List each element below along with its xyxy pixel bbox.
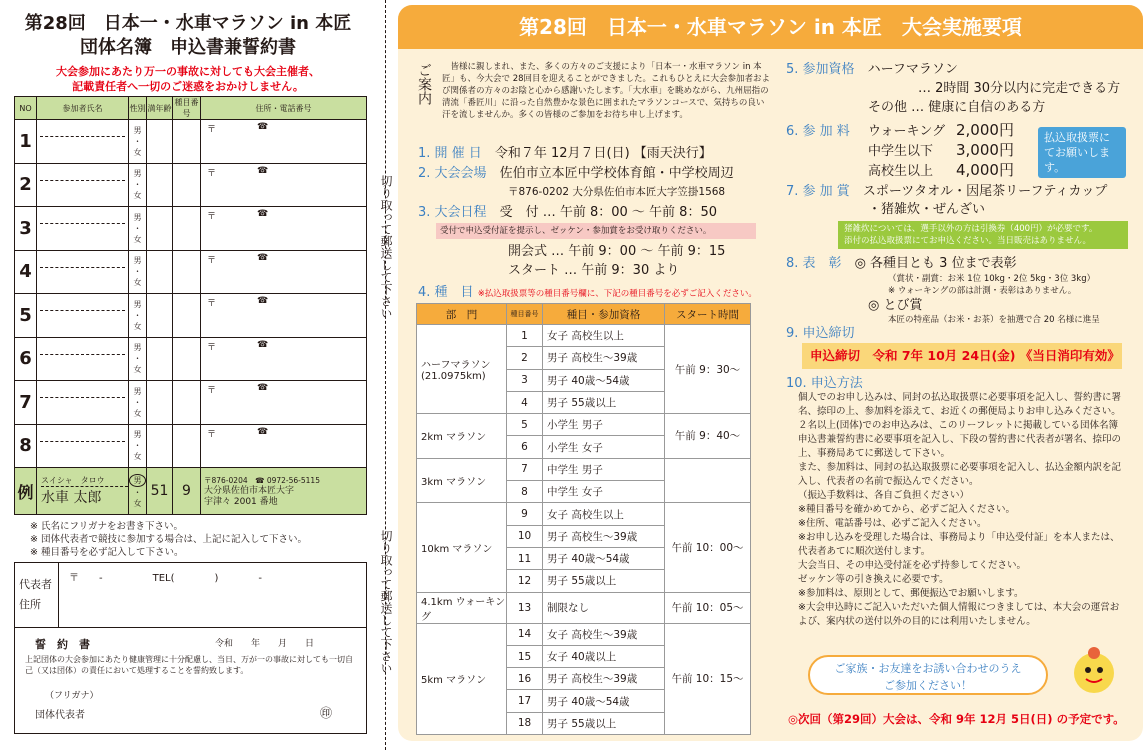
apply-line: ※住所、電話番号は、必ずご記入ください。 xyxy=(798,518,987,529)
event-row: 3 男子 40歳～54歳 xyxy=(417,369,751,391)
prize-note: 猪雑炊については、選手以外の方は引換券（400円）が必要です。 添付の払込取扱票にてお申込ください。当日販売はありません。 xyxy=(838,221,1128,249)
guide-label: ご案内 xyxy=(416,63,432,105)
apply-line: ※参加料は、原則として、郵便振込でお願いします。 xyxy=(798,588,1024,599)
event-row: 4.1km ウォーキング 13 制限なし 午前 10：05～ xyxy=(417,592,751,623)
representative-box[interactable]: 代表者住所 〒 - TEL( ) - xyxy=(14,562,367,628)
event-row: 3km マラソン 7 中学生 男子 xyxy=(417,458,751,480)
event-row: 2 男子 高校生～39歳 xyxy=(417,347,751,369)
section-events: 4. 種 目 ※払込取扱票等の種目番号欄に、下記の種目番号を必ずご記入ください。 xyxy=(418,285,757,300)
section-award: 8. 表 彰 ◎ 各種目とも 3 位まで表彰 xyxy=(786,256,1017,271)
invite-bubble: ご家族・お友達をお誘い合わせのうえ ご参加ください！ xyxy=(808,655,1048,695)
event-row: 2km マラソン 5 小学生 男子 午前 9：40～ xyxy=(417,414,751,436)
fee-row: 中学生以下 3,000円 xyxy=(868,141,1014,159)
section-schedule: 3. 大会日程 受 付 … 午前 8：00 ～ 午前 8：50 xyxy=(418,205,717,220)
apply-line: ※種目番号を確かめてから、必ずご記入ください。 xyxy=(798,504,1015,515)
section-eligibility: 5. 参加資格 ハーフマラソン xyxy=(786,62,958,77)
event-row: ハーフマラソン (21.0975km) 1 女子 高校生以上 午前 9：30～ xyxy=(417,325,751,347)
event-row: 6 小学生 女子 xyxy=(417,436,751,458)
table-row[interactable]: 2 男 ・ 女 〒 ☎ xyxy=(15,163,367,207)
form-notes: ※ 氏名にフリガナをお書き下さい。 ※ 団体代表者で競技に参加する場合は、上記に記入して下さい。 ※ 種目番号を必ず記入して下さい。 xyxy=(30,521,307,558)
participant-table xyxy=(14,96,367,515)
event-row: 11 男子 40歳～54歳 xyxy=(417,547,751,569)
apply-line: （振込手数料は、各自ご負担ください） xyxy=(798,490,970,501)
registration-form xyxy=(0,0,375,750)
event-row: 15 女子 40歳以上 xyxy=(417,645,751,667)
event-row: 18 男子 55歳以上 xyxy=(417,712,751,734)
cut-label-top: 切り取って郵送して下さい xyxy=(379,175,393,319)
apply-line: ※大会申込時にご記入いただいた個人情報につきましては、本大会の運営および、案内状の送付以外の目的には利用いたしません。 xyxy=(798,602,1120,627)
guidelines-header: 第28回 日本一・水車マラソン in 本匠 大会実施要項 xyxy=(398,5,1143,49)
section-date: 1. 開 催 日 令和７年 12月７日(日) 【雨天決行】 xyxy=(418,146,712,161)
apply-line: 個人でのお申し込みは、同封の払込取扱票に必要事項を記入し、誓約書に署名、捺印の上、参加料を添えて、お近くの郵便局よりお申し込みください。 xyxy=(798,392,1122,417)
event-row: 12 男子 55歳以上 xyxy=(417,570,751,592)
next-event: ◎次回（第29回）大会は、令和 9年 12月 5日(日) の予定です。 xyxy=(788,712,1125,726)
event-row: 17 男子 40歳～54歳 xyxy=(417,690,751,712)
table-header: NO 参加者氏名 性別 満年齢 種目番号 住所・電話番号 xyxy=(15,97,367,120)
table-row[interactable]: 8 男 ・ 女 〒 ☎ xyxy=(15,424,367,468)
cut-label-bottom: 切り取って郵送して下さい xyxy=(379,530,393,674)
intro-text: 皆様に親しまれ、また、多くの方々のご支援により「日本一・水車マラソン in 本匠」も、今大会で 28回目を迎えることができました。これもひとえに大会参加者および関係者の方々のお陰と心から感謝いたします。「大水車」を眺めながら、九州屈指の清流「番匠川」に沿った自然豊かな景色に囲まれたマラソンコースで、気持ちの良い汗を流しませんか。多くの皆様のご参加をお待ち申し上げます。 xyxy=(442,62,771,120)
apply-text xyxy=(798,391,1126,629)
event-row: 4 男子 55歳以上 xyxy=(417,391,751,413)
fee-note-box: 払込取扱票にてお願いします。 xyxy=(1038,127,1126,178)
table-row[interactable]: 5 男 ・ 女 〒 ☎ xyxy=(15,294,367,338)
mascot-icon xyxy=(1066,645,1122,705)
apply-line: 大会当日、その申込受付証を必ず持参してください。 xyxy=(798,560,1027,571)
apply-line: また、参加料は、同封の払込取扱票に必要事項を記入し、払込金額内訳を記入し、代表者の名前で振込んでください。 xyxy=(798,462,1122,487)
table-row[interactable]: 6 男 ・ 女 〒 ☎ xyxy=(15,337,367,381)
event-row: 16 男子 高校生～39歳 xyxy=(417,668,751,690)
form-warning: 大会参加にあたり万一の事故に対しても大会主催者、 記載責任者へ一切のご迷惑をおかけしません。 xyxy=(56,65,320,93)
table-row[interactable]: 3 男 ・ 女 〒 ☎ xyxy=(15,207,367,251)
events-table: 部 門 種目番号 種目・参加資格 スタート時間 ハーフマラソン (21.0975km) 1 女子 高校生以上 午前 9：30～ 2 男子 高校生～39歳 3 男子 40歳～54歳 4 男子 55歳以上 2km マラソン 5 小学生 男子 午前 9：40～ 6 小学生 女子 3km マラソン 7 中学生 男子 8 中学生 女子 10km マラソン 9 女子 高校生以上 午前 10：00～ 10 男子 高校生～39歳 11 男子 40歳～54歳 12 男子 55歳以上 4.1km ウォーキング 13 制限なし 午前 10：05～ 5km マラソン 14 女子 高校生～39歳 午前 10：15～ 15 女子 40歳以上 16 男子 高校生～39歳 17 男子 40歳～54歳 18 男子 55歳以上 xyxy=(416,303,751,735)
apply-line: ※お申し込みを受理した場合は、事務局より「申込受付証」を本人または、代表者あてに順次送付します。 xyxy=(798,532,1120,557)
apply-line: ゼッケン等の引き換えに必要です。 xyxy=(798,574,949,585)
table-row[interactable]: 1 男 ・ 女 〒 ☎ xyxy=(15,120,367,164)
pledge-box[interactable]: 誓 約 書 令和 年 月 日 上記団体の大会参加にあたり健康管理に十分配慮し、当日、万が一の事故に対しても一切自己（又は団体）の責任において処理することを誓約致します。 （フリガナ） 団体代表者 ㊞ xyxy=(14,628,367,734)
fee-row: 高校生以上 4,000円 xyxy=(868,161,1014,179)
event-row: 10 男子 高校生～39歳 xyxy=(417,525,751,547)
section-fee: 6. 参 加 料 xyxy=(786,124,850,139)
table-row[interactable]: 7 男 ・ 女 〒 ☎ xyxy=(15,381,367,425)
section-venue: 2. 大会会場 佐伯市立本匠中学校体育館・中学校周辺 xyxy=(418,166,734,181)
apply-line: ２名以上(団体)でのお申込みは、このリーフレットに掲載している団体名簿申込書兼誓約書に必要事項を記入し、下段の誓約書に代表者が署名、捺印の上、事務局あてに郵送して下さい。 xyxy=(798,420,1122,459)
section-prize: 7. 参 加 賞 スポーツタオル・因尾茶リーフティカップ xyxy=(786,184,1108,199)
event-row: 10km マラソン 9 女子 高校生以上 午前 10：00～ xyxy=(417,503,751,525)
event-row: 5km マラソン 14 女子 高校生～39歳 午前 10：15～ xyxy=(417,623,751,645)
form-title: 第28回 日本一・水車マラソン in 本匠 団体名簿 申込書兼誓約書 xyxy=(24,13,352,58)
event-row: 8 中学生 女子 xyxy=(417,481,751,503)
table-row[interactable]: 4 男 ・ 女 〒 ☎ xyxy=(15,250,367,294)
fee-row: ウォーキング 2,000円 xyxy=(868,121,1014,139)
example-row: 例 スイシャ タロウ 水車 太郎 男 ・ 女 51 9 〒876-0204 ☎ 0972-56-5115 大分県佐伯市本匠大字 宇津々 2001 番地 xyxy=(15,468,367,515)
schedule-note: 受付で申込受付証を提示し、ゼッケン・参加賞をお受け取りください。 xyxy=(436,223,756,239)
deadline-banner: 申込締切 令和 7年 10月 24日(金) 《当日消印有効》 xyxy=(802,343,1122,369)
event-guidelines: 第28回 日本一・水車マラソン in 本匠 大会実施要項 ご案内 皆様に親しまれ、また、多くの方々のご支援により「日本一・水車マラソン in 本匠」も、今大会で 28回目を迎えることができました。これもひとえに大会参加者および関係者の方々のお陰と心から感謝いたします。「大水車」を眺めながら、九州屈指の清流「番匠川」に沿った自然豊かな景色に囲まれたマラソンコースで、気持ちの良い汗を流しませんか。多くの皆様のご参加をお待ち申し上げます。 1. 開 催 日 令和７年 12月７日(日) 【雨天決行】 2. 大会会場 佐伯市立本匠中学校体育館・中学校周辺 〒876-0202 大分県佐伯市本匠大字笠掛1568 3. 大会日程 受 付 … 午前 8：00 ～ 午前 8：50 受付で申込受付証を提示し、ゼッケン・参加賞をお受け取りください。 開会式 … 午前 9：00 ～ 午前 9：15 スタート … 午前 9：30 より 4. 種 目 ※払込取扱票等の種目番号欄に、下記の種目番号を必ずご記入ください。 部 門 種目番号 種目・参加資格 スタート時間 ハーフマラソン (21.0975km) 1 女子 高校生以上 午前 9：30～ 2 男子 高校生～39歳 3 男子 40歳～54歳 4 男子 55歳以上 2km マラソン 5 小学生 男子 午前 9：40～ 6 小学生 女子 3km マラソン 7 中学生 男子 8 中学生 女子 10km マラソン 9 女子 高校生以上 午前 10：00～ 10 男子 高校生～39歳 11 男子 40歳～54歳 12 男子 55歳以上 4.1km ウォーキング 13 制限なし 午前 10：05～ 5km マラソン 14 女子 高校生～39歳 午前 10：15～ 15 女子 40歳以上 16 男子 高校生～39歳 17 男子 40歳～54歳 18 男子 55歳以上 5. 参加資格 ハーフマラソン … 2時間 30分以内に完走できる方 その他 … 健康に自信のある方 6. 参 加 料 ウォーキング 2,000円 中学生以下 3,000円 高校生以上 4,000円 払込取扱票にてお願いします。 7. 参 加 賞 スポーツタオル・因尾茶リーフティカップ ・猪雑炊・ぜんざい 猪雑炊については、選手以外の方は引換券（400円）が必要です。 添付の払込取扱票にてお申込ください。当日販売はありません。 8. 表 彰 ◎ 各種目とも 3 位まで表彰 （賞状・副賞：お米 1位 10kg・2位 5kg・3位 3kg） ※ ウォーキングの部は計測・表彰はありません。 ◎ とび賞 本匠の特産品（お米・お茶）を抽選で合 20 名様に進呈 9. 申込締切 申込締切 令和 7年 10月 24日(金) 《当日消印有効》 10. 申込方法 個人でのお申し込みは、同封の払込取扱票に必要事項を記入し、誓約書に署名、捺印の上、参加料を添えて、お近くの郵便局よりお申し込みください。 ２名以上(団体)でのお申込みは、このリーフレットに掲載している団体名簿申込書兼誓約書に必要事項を記入し、下段の誓約書に代表者が署名、捺印の上、事務局あてに郵送して下さい。 また、参加料は、同封の払込取扱票に必要事項を記入し、払込金額内訳を記入し、代表者の名前で振込んでください。 （振込手数料は、各自ご負担ください） ※種目番号を確かめてから、必ずご記入ください。 ※住所、電話番号は、必ずご記入ください。 ※お申し込みを受理した場合は、事務局より「申込受付証」を本人または、代表者あてに順次送付します。 大会当日、その申込受付証を必ず持参してください。 ゼッケン等の引き換えに必要です。 ※参加料は、原則として、郵便振込でお願いします。 ※大会申込時にご記入いただいた個人情報につきましては、本大会の運営および、案内状の送付以外の目的には利用いたしません。 ご家族・お友達をお誘い合わせのうえ ご参加ください！ ◎次回（第29回）大会は、令和 9年 12月 5日(日) の予定です。 xyxy=(398,5,1143,741)
